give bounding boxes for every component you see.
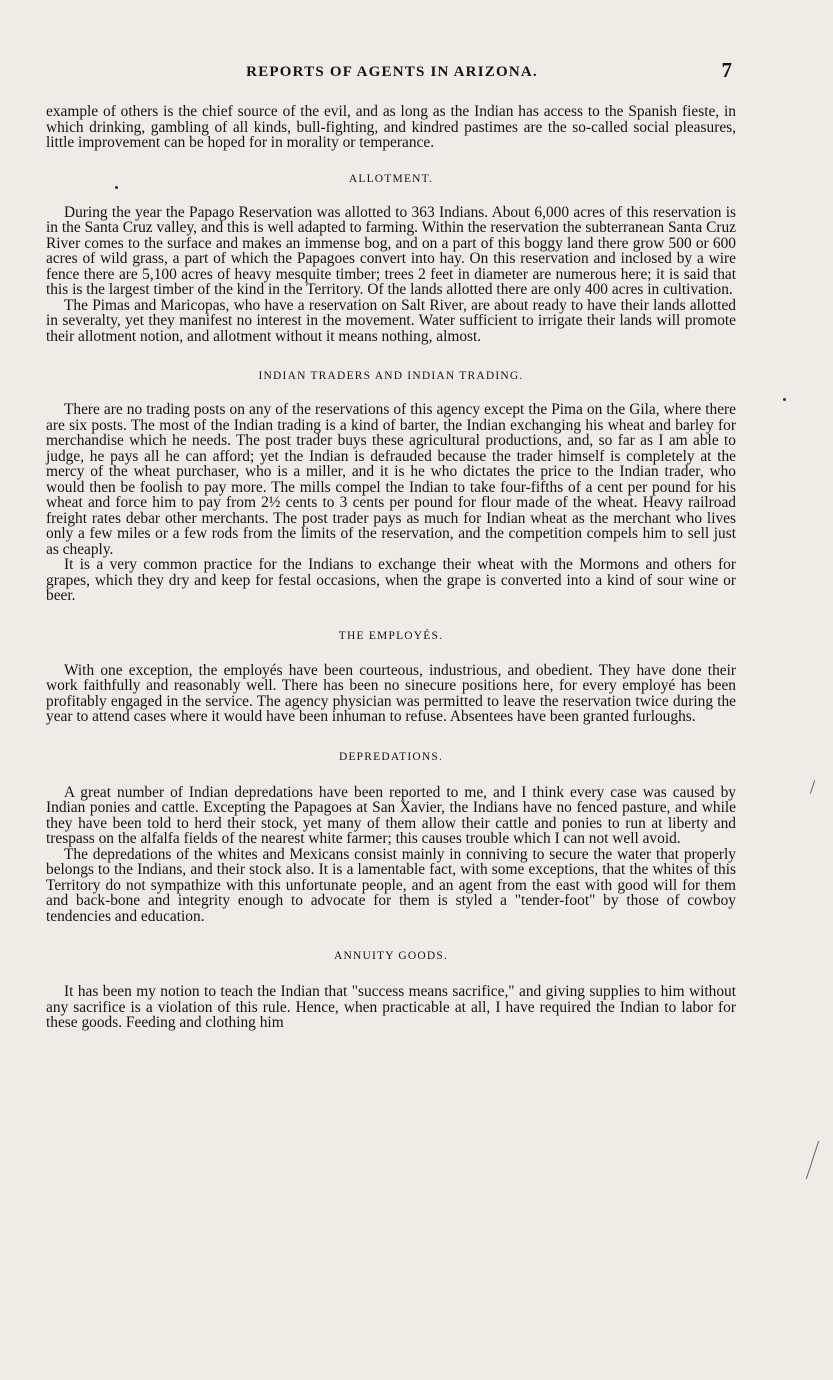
intro-paragraph: example of others is the chief source of the evil, and as long as the Indian has access to the Spanish fieste, in which drinking, gambling of all kinds, bull-fighting, and kindred pastimes are the so-called social pleasures, little improvement can be hoped for in morality or temperance. — [46, 103, 736, 151]
section-heading-allotment: ALLOTMENT. — [348, 172, 434, 185]
stray-ink-mark — [115, 186, 118, 189]
running-title: REPORTS OF AGENTS IN ARIZONA. — [246, 64, 538, 80]
stray-ink-mark — [783, 398, 786, 401]
allotment-paragraph-2: The Pimas and Maricopas, who have a reservation on Salt River, are about ready to have their lands allotted in severalty, yet they manifest no interest in the movement. Water sufficient to irrigate their lands will promote their allotment notion, and allotment without it means nothing, almost. — [46, 296, 736, 345]
allotment-paragraph-1: During the year the Papago Reservation was allotted to 363 Indians. About 6,000 acres of this reservation is in the Santa Cruz valley, and this is well adapted to farming. Within the reservation the subterranean Santa Cruz River comes to the surface and makes an immense bog, and on a part of this boggy land there grow 500 or 600 acres of wild grass, a part of which the Papagoes convert into hay. On this reservation and inclosed by a wire fence there are 5,100 acres of heavy mesquite timber; trees 2 feet in diameter are numerous here; it is said that this is the largest timber of the kind in the Territory. Of the lands allotted there are only 400 acres in cultivation. — [46, 203, 736, 298]
section-heading-indian-traders: INDIAN TRADERS AND INDIAN TRADING. — [258, 370, 524, 382]
annuity-paragraph-1: It has been my notion to teach the Indian that "success means sacrifice," and giving supplies to him without any sacrifice is a violation of this rule. Hence, when practicable at all, I have required the Indian to labor for these goods. Feeding and clothing him — [46, 983, 736, 1031]
section-heading-annuity-goods: ANNUITY GOODS. — [333, 950, 449, 962]
section-heading-employes: THE EMPLOYÉS. — [338, 629, 444, 642]
section-heading-depredations: DEPREDATIONS. — [338, 750, 444, 763]
traders-paragraph-1: There are no trading posts on any of the reservations of this agency except the Pima on the Gila, where there are six posts. The most of the Indian trading is a kind of barter, the Indian exchanging his wheat and barley for merchandise which he needs. The post trader buys these agricultural productions, and, so far as I am able to judge, he pays all he can afford; yet the Indian is defrauded because the trader himself is completely at the mercy of the wheat purchaser, who is a miller, and it is he who dictates the price to the Indian trader, who would then be foolish to pay more. The mills compel the Indian to take four-fifths of a cent per pound for his wheat and force him to pay from 2½ cents to 3 cents per pound for flour made of the wheat. Heavy railroad freight rates debar other merchants. The post trader pays as much for Indian wheat as the merchant who lives only a few miles or a few rods from the limits of the reservation, and the competition compels him to sell just as cheaply. — [46, 401, 736, 558]
depredations-paragraph-1: A great number of Indian depredations have been reported to me, and I think every case was caused by Indian ponies and cattle. Excepting the Papagoes at San Xavier, the Indians have no fenced pasture, and while they have been told to herd their stock, yet many of them allow their cattle and ponies to run at liberty and trespass on the alfalfa fields of the nearest white farmer; this causes trouble which I can not well avoid. — [46, 783, 736, 847]
page-body — [46, 104, 736, 1031]
page-number: 7 — [721, 58, 732, 82]
page-edge-mark — [810, 780, 815, 794]
page-header — [46, 58, 738, 88]
employes-paragraph-1: With one exception, the employés have been courteous, industrious, and obedient. They have done their work faithfully and reasonably well. There has been no sinecure positions here, for every employé has been profitably engaged in the service. The agency physician was permitted to leave the reservation twice during the year to attend cases where it would have been inhuman to refuse. Absentees have been granted furloughs. — [46, 661, 736, 725]
traders-paragraph-2: It is a very common practice for the Indians to exchange their wheat with the Mormons and others for grapes, which they dry and keep for festal occasions, when the grape is converted into a kind of sour wine or beer. — [46, 556, 736, 604]
depredations-paragraph-2: The depredations of the whites and Mexicans consist mainly in conniving to secure the water that properly belongs to the Indians, and their stock also. It is a lamentable fact, with some exceptions, that the whites of this Territory do not sympathize with this unfortunate people, and an agent from the east with good will for them and back-bone and integrity enough to advocate for them is styled a "tender-foot" by those of cowboy tendencies and education. — [46, 845, 736, 925]
page-edge-mark — [806, 1141, 819, 1179]
